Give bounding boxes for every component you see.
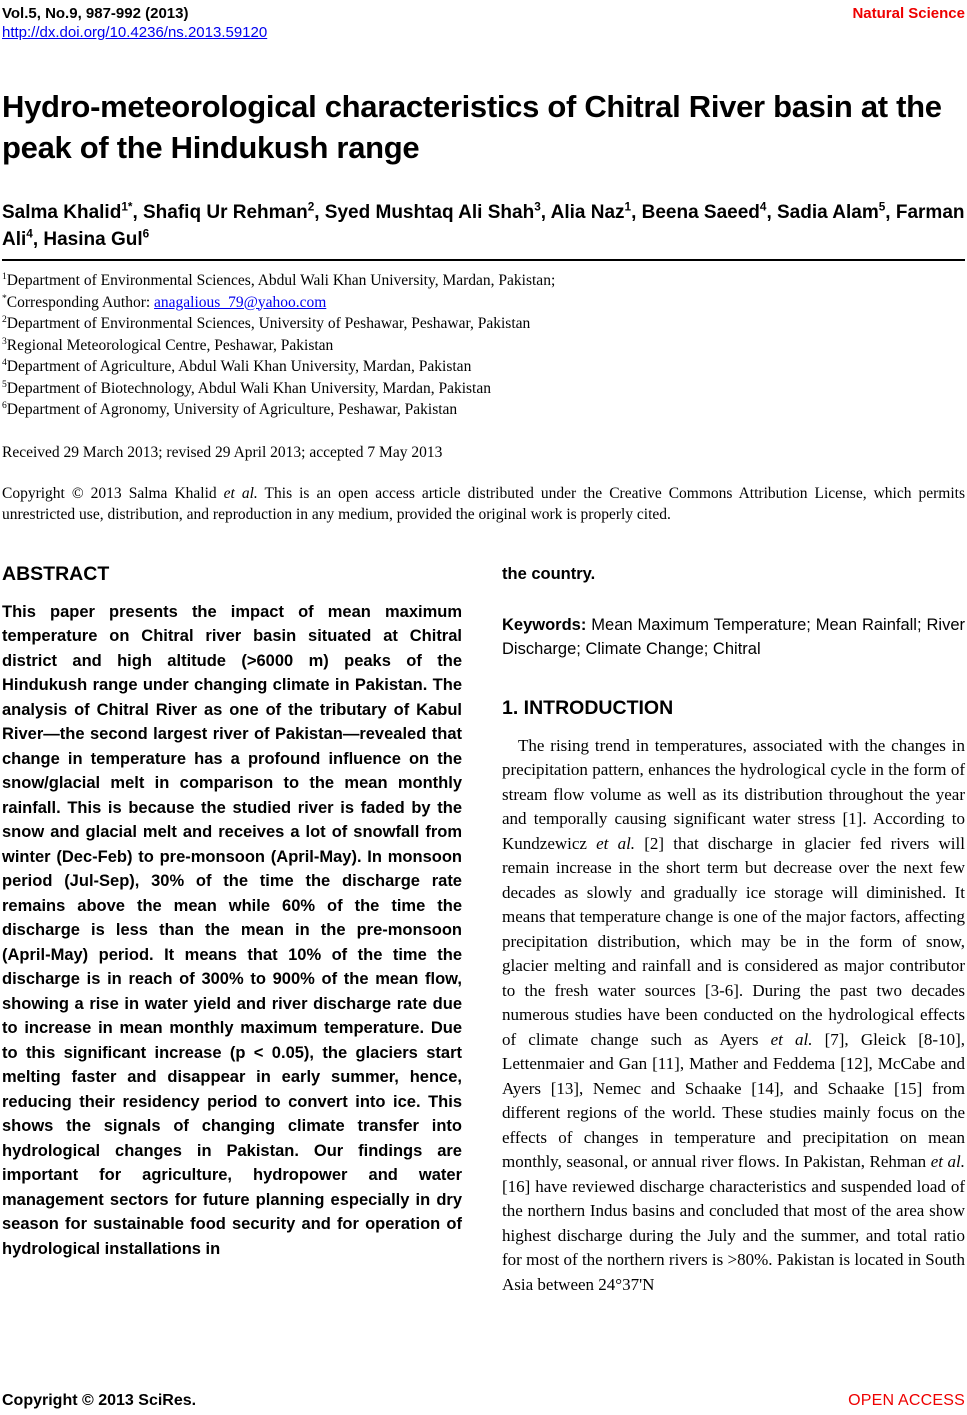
affiliations bbox=[2, 270, 965, 421]
page-footer bbox=[2, 1392, 965, 1410]
abstract-text: This paper presents the impact of mean maximum temperature on Chitral river basin situated at Chitral district and high altitude (>6000 m) peaks of the Hindukush range under changing climate in Pakistan. The analysis of Chitral River as one of the tributary of Kabul River—the second largest river of Pakistan—revealed that change in temperature has a profound influence on the snow/glacial melt in comparison to the mean monthly rainfall. This is because the studied river is faded by the snow and glacial melt and receives a lot of snowfall from winter (Dec-Feb) to pre-monsoon (April-May). In monsoon period (Jul-Sep), 30% of the time the discharge rate remains above the mean while 60% of the time the discharge is less than the mean in the pre-monsoon (April-May) period. It means that 10% of the time the discharge is in reach of 300% to 900% of the mean flow, showing a rise in water yield and river discharge rate due to increase in mean monthly maximum temperature. Due to this significant increase (p < 0.05), the glaciers start melting faster and disappear in early summer, hence, reducing their residency period to convert into ice. This shows the signals of changing climate transfer into hydrological changes in Pakistan. Our findings are important for agriculture, hydropower and water management sectors for future planning especially in dry season for sustainable food security and for operation of hydrological installations in bbox=[2, 602, 462, 1258]
copyright-notice: Copyright © 2013 Salma Khalid et al. This is an open access article distributed under the Creative Commons Attribution License, which permits unrestricted use, distribution, and reproduction in any medium, provided the original work is properly cited. bbox=[2, 484, 965, 523]
affiliation-line: $^1$Department of Environmental Sciences, Abdul Wali Khan University, Mardan, Pakistan; bbox=[2, 270, 556, 289]
page-header bbox=[2, 4, 965, 23]
affiliation-line: $^2$Department of Environmental Sciences, University of Peshawar, Peshawar, Pakistan bbox=[2, 313, 531, 332]
introduction-text: The rising trend in temperatures, associated with the changes in precipitation pattern, enhances the hydrological cycle in the form of stream flow volume as well as its distribution throughout the year and temporally causing significant water stress [1]. According to Kundzewicz et al. [2] that discharge in glacier fed rivers will remain increase in the short term but decrease over the next few decades as slowly and gradually ice storage will diminished. It means that temperature change is one of the major factors, affecting precipitation distribution, which may be in the form of snow, glacier melting and rainfall and is considered as major contributor to the fresh water sources [3-6]. During the past two decades numerous studies have been conducted on the hydrological effects of climate change such as Ayers et al. [7], Gleick [8-10], Lettenmaier and Gan [11], Mather and Feddema [12], McCabe and Ayers [13], Nemec and Schaake [14], and Schaake [15] from different regions of the world. These studies mainly focus on the effects of changes in temperature and precipitation on mean monthly, seasonal, or annual river flows. In Pakistan, Rehman et al. [16] have reviewed discharge characteristics and suspended load of the northern Indus basins and concluded that most of the area show highest discharge during the July and the summer, and total ratio for most of the northern rivers is >80%. Pakistan is located in South Asia between 24°37'N bbox=[502, 735, 966, 1294]
doi-link[interactable]: http://dx.doi.org/10.4236/ns.2013.59120 bbox=[2, 24, 268, 41]
authors: Salma Khalid$^{1*}$, Shafiq Ur Rehman$^2$, Syed Mushtaq Ali Shah$^3$, Alia Naz$^1$, Beena Saeed$^4$, Sadia Alam$^5$, Farman Ali$^4$, Hasina Gul$^6$ bbox=[2, 200, 965, 250]
affiliation-line: $^6$Department of Agronomy, University of Agriculture, Peshawar, Pakistan bbox=[2, 399, 458, 418]
author-divider bbox=[2, 259, 965, 261]
received-dates: Received 29 March 2013; revised 29 April 2013; accepted 7 May 2013 bbox=[2, 443, 443, 461]
corresponding-author-line: *Corresponding Author: anagalious_79@yahoo.com bbox=[2, 292, 327, 311]
abstract-continuation: the country. bbox=[502, 564, 596, 583]
introduction-heading: 1. INTRODUCTION bbox=[502, 696, 674, 719]
right-column bbox=[502, 562, 965, 1298]
journal-citation: Vol.5, No.9, 987-992 (2013) bbox=[2, 5, 189, 22]
paper-title: Hydro-meteorological characteristics of Chitral River basin at the peak of the Hindukush range bbox=[2, 89, 942, 165]
keywords bbox=[502, 613, 965, 661]
affiliation-line: $^5$Department of Biotechnology, Abdul Wali Khan University, Mardan, Pakistan bbox=[2, 378, 491, 397]
two-column-body bbox=[2, 562, 965, 1298]
keywords-text: Mean Maximum Temperature; Mean Rainfall; River Discharge; Climate Change; Chitral bbox=[502, 615, 965, 658]
left-column bbox=[2, 562, 462, 1298]
keywords-label: Keywords: bbox=[502, 615, 587, 634]
affiliation-line: $^4$Department of Agriculture, Abdul Wali Khan University, Mardan, Pakistan bbox=[2, 356, 472, 375]
journal-name: Natural Science bbox=[852, 5, 965, 22]
open-access-label: OPEN ACCESS bbox=[848, 1392, 965, 1409]
affiliation-line: $^3$Regional Meteorological Centre, Peshawar, Pakistan bbox=[2, 335, 334, 354]
abstract-heading: ABSTRACT bbox=[2, 562, 110, 585]
footer-copyright: Copyright © 2013 SciRes. bbox=[2, 1392, 197, 1409]
email-link[interactable]: anagalious_79@yahoo.com bbox=[154, 293, 327, 311]
